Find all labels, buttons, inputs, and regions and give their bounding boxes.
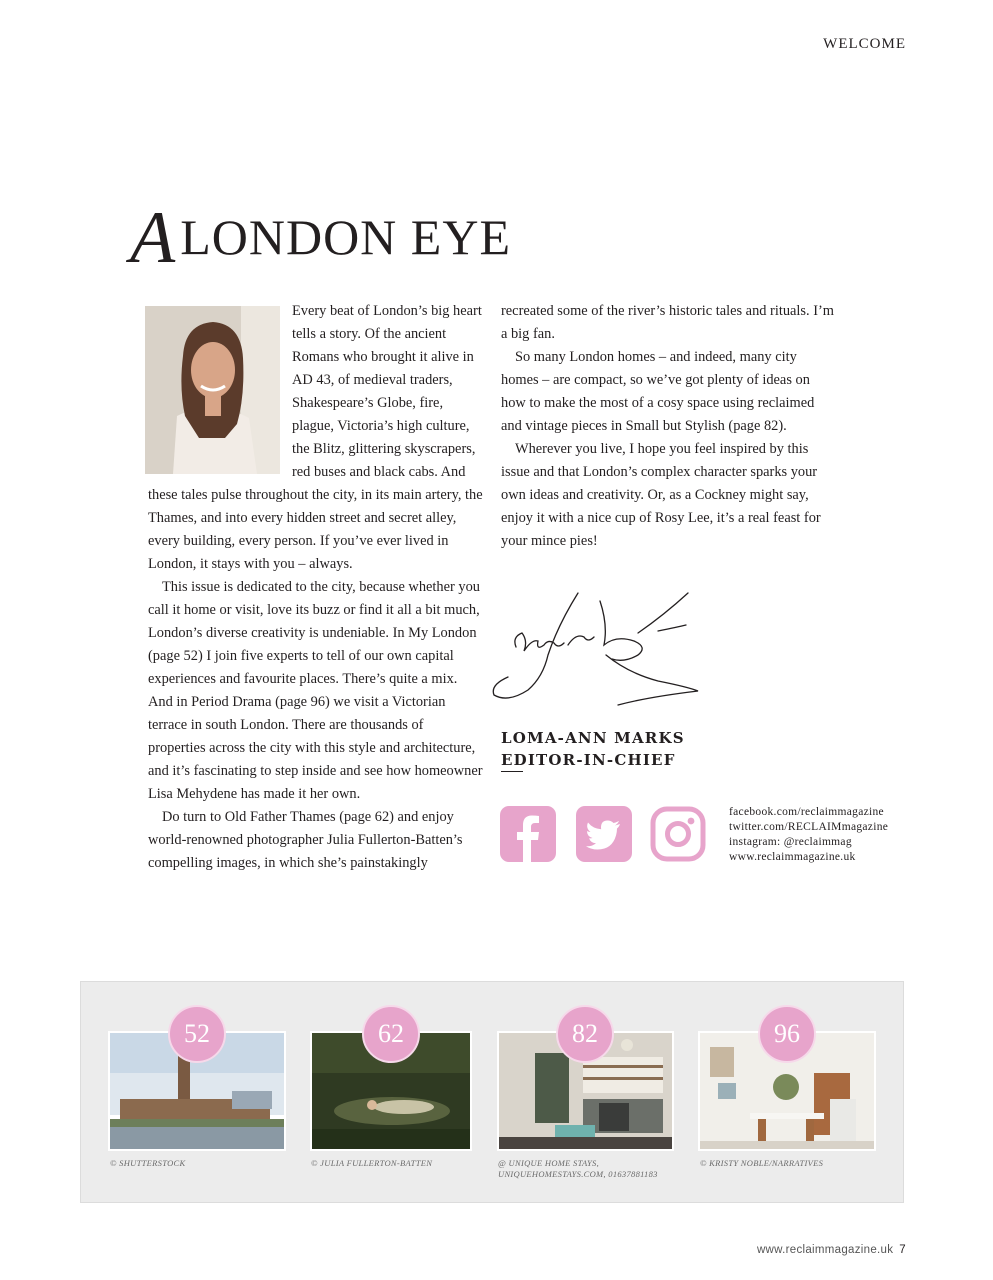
photo-credit: © SHUTTERSTOCK <box>110 1158 186 1168</box>
page-badge[interactable]: 52 <box>168 1005 226 1063</box>
headline-text: LONDON EYE <box>180 209 511 265</box>
twitter-link[interactable]: twitter.com/RECLAIMmagazine <box>729 821 889 833</box>
page-badge[interactable]: 82 <box>556 1005 614 1063</box>
facebook-icon[interactable] <box>500 806 556 862</box>
editor-signature <box>488 585 703 715</box>
instagram-icon[interactable] <box>650 806 706 862</box>
article-paragraph: Wherever you live, I hope you feel inspired by this issue and that London’s complex character sparks your own ideas and creativity. Or, as a Cockney might say, enjoy it with a nice cup of Rosy Lee, it’s a real feast for your mince pies! <box>501 441 821 549</box>
page-number: 7 <box>899 1244 906 1256</box>
article-paragraph: Every beat of London’s big heart tells a story. Of the ancient Romans who brought it alive in AD 43, of medieval traders, Shakespeare’s Globe, fire, plague, Victoria’s high culture, the Blitz, glittering skyscrapers, red buses and black cabs. And these tales pulse throughout the city, in its main artery, the Thames, and into every hidden street and secret alley, every building, every person. If you’ve ever lived in London, it stays with you – always. <box>148 303 483 572</box>
article-paragraph: Do turn to Old Father Thames (page 62) and enjoy world-renowned photographer Julia Fullerton-Batten’s compelling images, in which she’s painstakingly <box>148 809 463 871</box>
article-paragraph: This issue is dedicated to the city, because whether you call it home or visit, love its buzz or find it all a bit much, London’s diverse creativity is undeniable. In My London (page 52) I join five experts to tell of our own capital experiences and favourite places. There’s quite a mix. And in Period Drama (page 96) we visit a Victorian terrace in south London. There are thousands of properties across the city with this style and architecture, and it’s fascinating to step inside and see how homeowner Lisa Mehydene has made it her own. <box>148 579 483 802</box>
article-column-right <box>501 300 836 553</box>
social-links <box>729 805 888 865</box>
editor-portrait <box>145 306 280 474</box>
photo-credit: © KRISTY NOBLE/NARRATIVES <box>700 1158 824 1168</box>
article-column-left <box>148 300 483 875</box>
editor-name: LOMA-ANN MARKS <box>501 729 685 747</box>
page-footer <box>757 1244 906 1256</box>
footer-url[interactable]: www.reclaimmagazine.uk <box>756 1244 894 1256</box>
headline-dropcap: A <box>130 197 177 279</box>
page-badge[interactable]: 62 <box>362 1005 420 1063</box>
signoff-divider <box>501 771 523 772</box>
page-badge[interactable]: 96 <box>758 1005 816 1063</box>
editor-signoff <box>501 727 685 771</box>
headline <box>130 196 511 281</box>
editor-title: EDITOR-IN-CHIEF <box>501 751 676 769</box>
photo-credit: © JULIA FULLERTON-BATTEN <box>311 1158 433 1168</box>
website-link[interactable]: www.reclaimmagazine.uk <box>729 851 856 863</box>
photo-credit: @ UNIQUE HOME STAYS, UNIQUEHOMESTAYS.COM, 01637881183 <box>498 1158 658 1179</box>
section-label: WELCOME <box>823 36 906 52</box>
article-paragraph: recreated some of the river’s historic tales and rituals. I’m a big fan. <box>501 303 834 342</box>
article-paragraph: So many London homes – and indeed, many city homes – are compact, so we’ve got plenty of ideas on how to make the most of a cosy space using reclaimed and vintage pieces in Small but Stylish (page 82). <box>501 349 815 434</box>
twitter-icon[interactable] <box>576 806 632 862</box>
instagram-link[interactable]: instagram: @reclaimmag <box>729 836 852 848</box>
facebook-link[interactable]: facebook.com/reclaimmagazine <box>729 806 884 818</box>
